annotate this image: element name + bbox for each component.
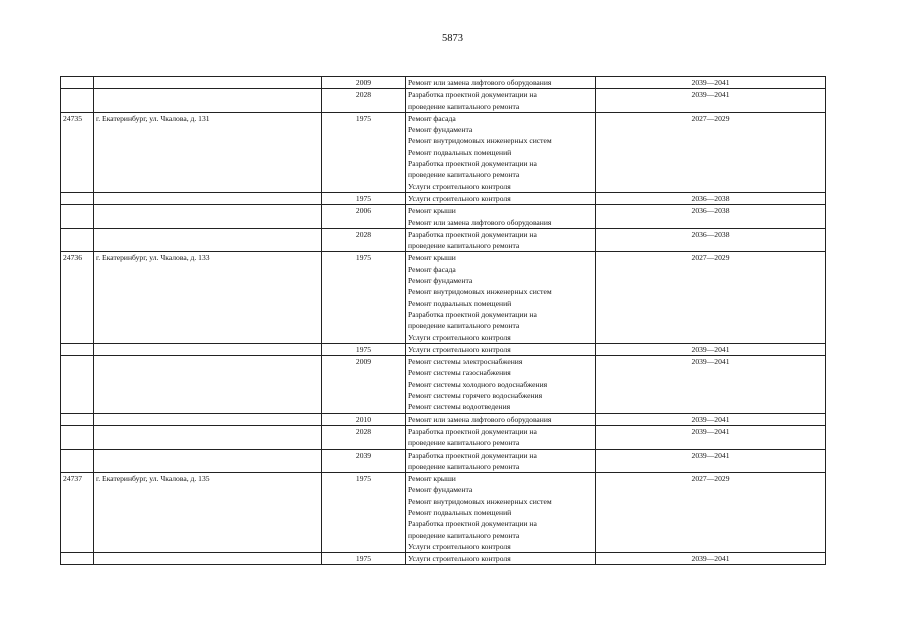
work-item: Услуги строительного контроля — [408, 554, 511, 564]
work-item: Ремонт внутридомовых инженерных систем — [408, 496, 552, 506]
address-cell — [94, 343, 322, 355]
table-row — [61, 252, 826, 343]
works-cell — [406, 252, 596, 343]
house-id-cell — [61, 425, 94, 449]
period-cell: 2036—2038 — [596, 205, 826, 229]
works-cell — [406, 89, 596, 113]
year-cell: 1975 — [322, 112, 406, 192]
house-id-cell — [61, 192, 94, 204]
work-item: Ремонт подвальных помещений — [408, 147, 512, 157]
period-cell: 2039—2041 — [596, 449, 826, 473]
works-cell — [406, 343, 596, 355]
year-cell: 2039 — [322, 449, 406, 473]
work-item: проведение капитального ремонта — [408, 101, 520, 111]
works-cell — [406, 112, 596, 192]
year-cell: 1975 — [322, 252, 406, 343]
work-item: Услуги строительного контроля — [408, 344, 511, 354]
address-cell: г. Екатеринбург, ул. Чкалова, д. 133 — [94, 252, 322, 343]
period-cell: 2036—2038 — [596, 228, 826, 252]
house-id-cell: 24737 — [61, 473, 94, 553]
address-cell — [94, 228, 322, 252]
works-cell — [406, 449, 596, 473]
table-row — [61, 356, 826, 413]
work-item: Ремонт системы холодного водоснабжения — [408, 379, 548, 389]
period-cell: 2027—2029 — [596, 473, 826, 553]
work-item: Разработка проектной документации на — [408, 519, 537, 529]
works-cell — [406, 553, 596, 565]
work-item: проведение капитального ремонта — [408, 170, 520, 180]
work-item: проведение капитального ремонта — [408, 241, 520, 251]
period-cell: 2039—2041 — [596, 553, 826, 565]
work-item: Ремонт крыши — [408, 253, 456, 263]
work-item: Ремонт системы водоотведения — [408, 402, 511, 412]
table-row — [61, 343, 826, 355]
work-item: Ремонт системы газоснабжения — [408, 368, 511, 378]
year-cell: 2009 — [322, 356, 406, 413]
work-item: Услуги строительного контроля — [408, 181, 511, 191]
works-cell — [406, 228, 596, 252]
address-cell — [94, 553, 322, 565]
work-item: Услуги строительного контроля — [408, 541, 511, 551]
period-cell: 2039—2041 — [596, 356, 826, 413]
year-cell: 2028 — [322, 228, 406, 252]
year-cell: 1975 — [322, 192, 406, 204]
table-row — [61, 473, 826, 553]
work-item: Ремонт внутридомовых инженерных систем — [408, 136, 552, 146]
house-id-cell — [61, 77, 94, 89]
table-row — [61, 425, 826, 449]
year-cell: 1975 — [322, 553, 406, 565]
table-row — [61, 205, 826, 229]
work-item: Услуги строительного контроля — [408, 193, 511, 203]
table-row — [61, 228, 826, 252]
work-item: проведение капитального ремонта — [408, 530, 520, 540]
work-item: проведение капитального ремонта — [408, 321, 520, 331]
work-item: Ремонт подвальных помещений — [408, 298, 512, 308]
address-cell — [94, 77, 322, 89]
house-id-cell: 24736 — [61, 252, 94, 343]
work-item: Услуги строительного контроля — [408, 332, 511, 342]
work-item: Ремонт системы горячего водоснабжения — [408, 391, 543, 401]
year-cell: 2028 — [322, 425, 406, 449]
period-cell: 2039—2041 — [596, 77, 826, 89]
work-item: Разработка проектной документации на — [408, 450, 537, 460]
work-item: Разработка проектной документации на — [408, 309, 537, 319]
work-item: Ремонт фасада — [408, 113, 456, 123]
work-item: Ремонт крыши — [408, 474, 456, 484]
work-item: Ремонт фундамента — [408, 276, 473, 286]
year-cell: 2006 — [322, 205, 406, 229]
house-id-cell: 24735 — [61, 112, 94, 192]
works-cell — [406, 205, 596, 229]
address-cell: г. Екатеринбург, ул. Чкалова, д. 135 — [94, 473, 322, 553]
address-cell — [94, 425, 322, 449]
house-id-cell — [61, 205, 94, 229]
works-cell — [406, 413, 596, 425]
table-row — [61, 89, 826, 113]
period-cell: 2039—2041 — [596, 413, 826, 425]
period-cell: 2039—2041 — [596, 425, 826, 449]
work-item: Ремонт крыши — [408, 206, 456, 216]
table-row — [61, 112, 826, 192]
page-number: 5873 — [442, 33, 463, 44]
work-item: Ремонт подвальных помещений — [408, 507, 512, 517]
works-cell — [406, 192, 596, 204]
repair-schedule-table — [60, 76, 826, 565]
house-id-cell — [61, 413, 94, 425]
work-item: Ремонт фундамента — [408, 125, 473, 135]
address-cell — [94, 413, 322, 425]
work-item: проведение капитального ремонта — [408, 438, 520, 448]
works-cell — [406, 77, 596, 89]
work-item: Ремонт или замена лифтового оборудования — [408, 414, 552, 424]
period-cell: 2039—2041 — [596, 343, 826, 355]
house-id-cell — [61, 356, 94, 413]
works-cell — [406, 356, 596, 413]
house-id-cell — [61, 449, 94, 473]
work-item: Разработка проектной документации на — [408, 426, 537, 436]
address-cell — [94, 356, 322, 413]
work-item: проведение капитального ремонта — [408, 461, 520, 471]
period-cell: 2039—2041 — [596, 89, 826, 113]
work-item: Ремонт внутридомовых инженерных систем — [408, 287, 552, 297]
table-row — [61, 413, 826, 425]
house-id-cell — [61, 343, 94, 355]
table-row — [61, 553, 826, 565]
table-row — [61, 77, 826, 89]
year-cell: 2009 — [322, 77, 406, 89]
work-item: Ремонт системы электроснабжения — [408, 357, 523, 367]
house-id-cell — [61, 228, 94, 252]
works-cell — [406, 473, 596, 553]
address-cell — [94, 192, 322, 204]
table-row — [61, 449, 826, 473]
work-item: Ремонт или замена лифтового оборудования — [408, 217, 552, 227]
work-item: Разработка проектной документации на — [408, 229, 537, 239]
table-row — [61, 192, 826, 204]
period-cell: 2027—2029 — [596, 252, 826, 343]
work-item: Разработка проектной документации на — [408, 90, 537, 100]
period-cell: 2036—2038 — [596, 192, 826, 204]
house-id-cell — [61, 89, 94, 113]
address-cell — [94, 205, 322, 229]
works-cell — [406, 425, 596, 449]
work-item: Ремонт фундамента — [408, 485, 473, 495]
work-item: Ремонт или замена лифтового оборудования — [408, 78, 552, 87]
period-cell: 2027—2029 — [596, 112, 826, 192]
address-cell — [94, 449, 322, 473]
house-id-cell — [61, 553, 94, 565]
work-item: Ремонт фасада — [408, 264, 456, 274]
year-cell: 2028 — [322, 89, 406, 113]
work-item: Разработка проектной документации на — [408, 159, 537, 169]
year-cell: 1975 — [322, 343, 406, 355]
year-cell: 1975 — [322, 473, 406, 553]
address-cell — [94, 89, 322, 113]
address-cell: г. Екатеринбург, ул. Чкалова, д. 131 — [94, 112, 322, 192]
year-cell: 2010 — [322, 413, 406, 425]
